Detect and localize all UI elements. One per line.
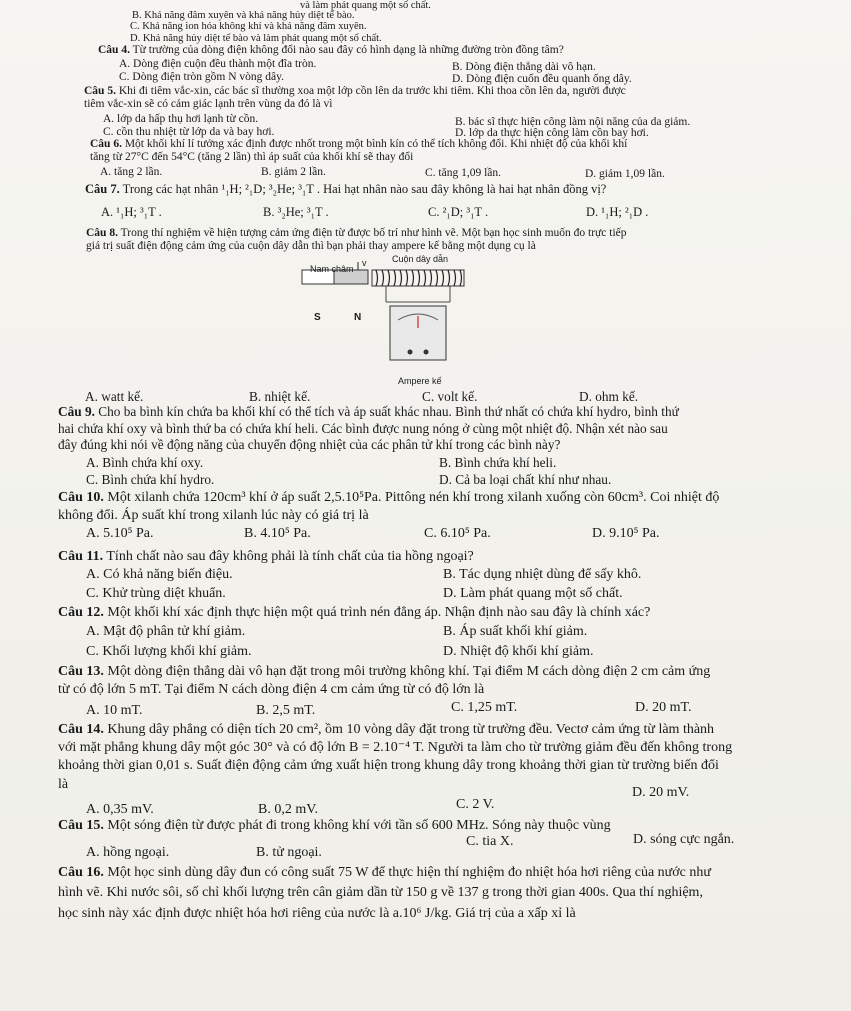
coil-drawing [372,270,464,286]
text-line: D. giảm 1,09 lần. [585,168,665,180]
text-line: C. Khả năng ion hóa không khí và khả năng đâm xuyên. [130,21,367,32]
text-line: Câu 12. Một khối khí xác định thực hiện một quá trình nén đẳng áp. Nhận định nào sau đây là chính xác? [58,605,651,620]
text-line: đây đúng khi nói về động năng của chuyển động nhiệt của các phân tử khí trong các bình này? [58,437,561,452]
text-line: Câu 7. Trong các hạt nhân ¹₁H; ²₁D; ³₂He; ³₁T . Hai hạt nhân nào sau đây không là hai hạt nhân đồng vị? [85,182,607,196]
question-number: Câu 5. [84,85,116,97]
text-line: Câu 15. Một sóng điện từ được phát đi trong không khí với tần số 600 MHz. Sóng này thuộc vùng [58,818,611,833]
text-line: D. Làm phát quang một số chất. [443,586,623,601]
text-line: D. Cả ba loại chất khí như nhau. [439,472,612,487]
text-line: B. 2,5 mT. [256,703,316,718]
ammeter-drawing [390,306,446,360]
text-line: giá trị suất điện động cảm ứng của cuộn dây dẫn thì bạn phải thay ampere kế bằng một dụng cụ là [86,240,536,252]
text-line: là [58,777,69,792]
text-line: D. Khả năng hủy diệt tế bào và làm phát quang một số chất. [130,33,382,44]
text-line: A. Bình chứa khí oxy. [86,455,204,470]
text-line: C. ²₁D; ³₁T . [428,205,489,219]
text-line: D. ¹₁H; ²₁D . [586,205,649,219]
text-line: Câu 16. Một học sinh dùng dây đun có công suất 75 W để thực hiện thí nghiệm đo nhiệt hóa hơi riêng của nước như [58,865,711,880]
question-number: Câu 4. [98,44,130,56]
text-line: B. 0,2 mV. [258,802,319,817]
text-line: tiêm vắc-xin sẽ có cảm giác lạnh trên vùng da đó là vì [84,98,333,110]
text-line: A. tăng 2 lần. [100,166,163,178]
text-line: C. Khối lượng khối khí giảm. [86,644,252,659]
text-line: từ có độ lớn 5 mT. Tại điểm N cách dòng điện 4 cm cảm ứng từ có độ lớn là [58,682,485,697]
induction-figure [300,254,470,388]
text-line: A. ¹₁H; ³₁T . [101,205,162,219]
text-line: B. bác sĩ thực hiện công làm nội năng của da giảm. [455,116,691,128]
magnet-s-label: S [314,312,321,323]
text-line: D. lớp da thực hiện công làm cồn bay hơi. [455,127,649,139]
text-line: A. lớp da hấp thụ hơi lạnh từ cồn. [103,113,259,125]
question-number: Câu 12. [58,605,104,620]
text-line: D. 20 mV. [632,785,690,800]
text-line: Câu 13. Một dòng điện thẳng dài vô hạn đặt trong môi trường không khí. Tại điểm M cách dòng điện 2 cm cảm ứng [58,664,711,679]
text-line: A. 5.10⁵ Pa. [86,526,154,541]
question-number: Câu 6. [90,138,122,150]
text-line: Câu 5. Khi đi tiêm vắc-xin, các bác sĩ thường xoa một lớp cồn lên da trước khi tiêm. Khi thoa cồn lên da, người được [84,85,626,97]
text-line: B. giảm 2 lần. [261,166,326,178]
text-line: A. hồng ngoại. [86,845,170,860]
text-line: B. tử ngoại. [256,845,322,860]
text-line: B. Dòng điện thẳng dài vô hạn. [452,61,596,73]
text-line: C. tăng 1,09 lần. [425,167,502,179]
text-line: Câu 4. Từ trường của dòng điện không đổi nào sau đây có hình dạng là những đường tròn đồng tâm? [98,44,564,56]
text-line: không đổi. Áp suất khí trong xilanh lúc này có giá trị là [58,508,369,523]
ammeter-label: Ampere kế [398,376,442,386]
text-line: Câu 8. Trong thí nghiệm về hiện tượng cảm ứng điện từ được bố trí như hình vẽ. Một bạn học sinh muốn đo trực tiếp [86,227,627,239]
question-number: Câu 16. [58,865,104,880]
text-line: D. ohm kế. [579,389,639,404]
text-line: D. Dòng điện cuốn đều quanh ống dây. [452,73,632,85]
induction-diagram [300,258,470,388]
text-line: B. nhiệt kế. [249,389,311,404]
text-line: C. 6.10⁵ Pa. [424,526,491,541]
question-number: Câu 8. [86,227,118,239]
text-line: C. tia X. [466,834,514,849]
text-line: D. 9.10⁵ Pa. [592,526,660,541]
text-line: B. Tác dụng nhiệt dùng để sấy khô. [443,567,642,582]
text-line: Câu 14. Khung dây phẳng có diện tích 20 cm², ồm 10 vòng dây đặt trong từ trường đều. Vectơ cảm ứng từ làm thành [58,722,715,737]
text-line: và làm phát quang một số chất. [300,0,431,11]
text-line: B. 4.10⁵ Pa. [244,526,311,541]
text-line: B. ³₂He; ³₁T . [263,205,329,219]
text-line: A. Mật độ phân tử khí giảm. [86,624,246,639]
question-number: Câu 7. [85,182,120,196]
question-number: Câu 11. [58,549,104,564]
question-number: Câu 15. [58,818,104,833]
text-line: A. 10 mT. [86,703,143,718]
text-line: C. cồn thu nhiệt từ lớp da và bay hơi. [103,126,275,138]
text-line: A. Dòng điện cuộn đều thành một đĩa tròn. [119,58,317,70]
coil-label: Cuộn dây dẫn [392,254,449,264]
text-line: Câu 6. Một khối khí lí tưởng xác định được nhốt trong một bình kín có thể tích không đổi. Khi nhiệt độ của khối khí [90,138,628,150]
text-line: học sinh này xác định được nhiệt hóa hơi riêng của nước là a.10⁶ J/kg. Giá trị của a xấp xỉ là [58,906,576,921]
text-line: B. Khả năng đâm xuyên và khả năng hủy diệt tế bào. [132,10,355,21]
text-line: Câu 9. Cho ba bình kín chứa ba khối khí có thể tích và áp suất khác nhau. Bình thứ nhất có chứa khí hydro, bình thứ [58,404,679,419]
text-line: B. Bình chứa khí heli. [439,455,557,470]
text-line: Câu 10. Một xilanh chứa 120cm³ khí ở áp suất 2,5.10⁵Pa. Pittông nén khí trong xilanh xuống còn 60cm³. Coi nhiệt độ [58,490,720,505]
text-line: C. Khử trùng diệt khuẩn. [86,586,226,601]
question-number: Câu 9. [58,404,95,419]
magnet-n-label: N [354,312,362,323]
text-line: C. Bình chứa khí hydro. [86,472,215,487]
text-line: C. Dòng điện tròn gồm N vòng dây. [119,71,285,83]
text-line: D. 20 mT. [635,700,692,715]
velocity-label: v [362,258,367,268]
text-line: A. 0,35 mV. [86,802,154,817]
text-line: C. 1,25 mT. [451,700,518,715]
magnet-label: Nam châm [310,264,354,274]
question-number: Câu 13. [58,664,104,679]
text-line: B. Áp suất khối khí giảm. [443,624,588,639]
text-line: D. sóng cực ngắn. [633,832,735,847]
text-line: hai chứa khí oxy và bình thứ ba có chứa khí heli. Các bình được nung nóng ở cùng một nhiệt độ. Nhận xét nào sau [58,421,668,436]
text-line: A. watt kế. [85,389,144,404]
text-line: với mặt phẳng khung dây một góc 30° và có độ lớn B = 2.10⁻⁴ T. Người ta làm cho từ trường giảm đều đến không trong [58,740,733,755]
text-line: khoảng thời gian 0,01 s. Suất điện động cảm ứng xuất hiện trong khung dây trong khoảng thời gian từ trường biến đổi [58,758,719,773]
text-line: tăng từ 27°C đến 54°C (tăng 2 lần) thì áp suất của khối khí sẽ thay đổi [90,151,414,163]
text-line: Câu 11. Tính chất nào sau đây không phải là tính chất của tia hồng ngoại? [58,549,474,564]
text-line: A. Có khả năng biến điệu. [86,567,233,582]
question-number: Câu 10. [58,490,104,505]
text-line: hình vẽ. Khi nước sôi, số chỉ khối lượng trên cân giảm dần từ 150 g về 137 g trong thời gian 400s. Qua thí nghiệm, [58,885,703,900]
text-line: C. 2 V. [456,797,495,812]
text-line: D. Nhiệt độ khối khí giảm. [443,644,594,659]
text-line: C. volt kế. [422,389,478,404]
question-number: Câu 14. [58,722,104,737]
